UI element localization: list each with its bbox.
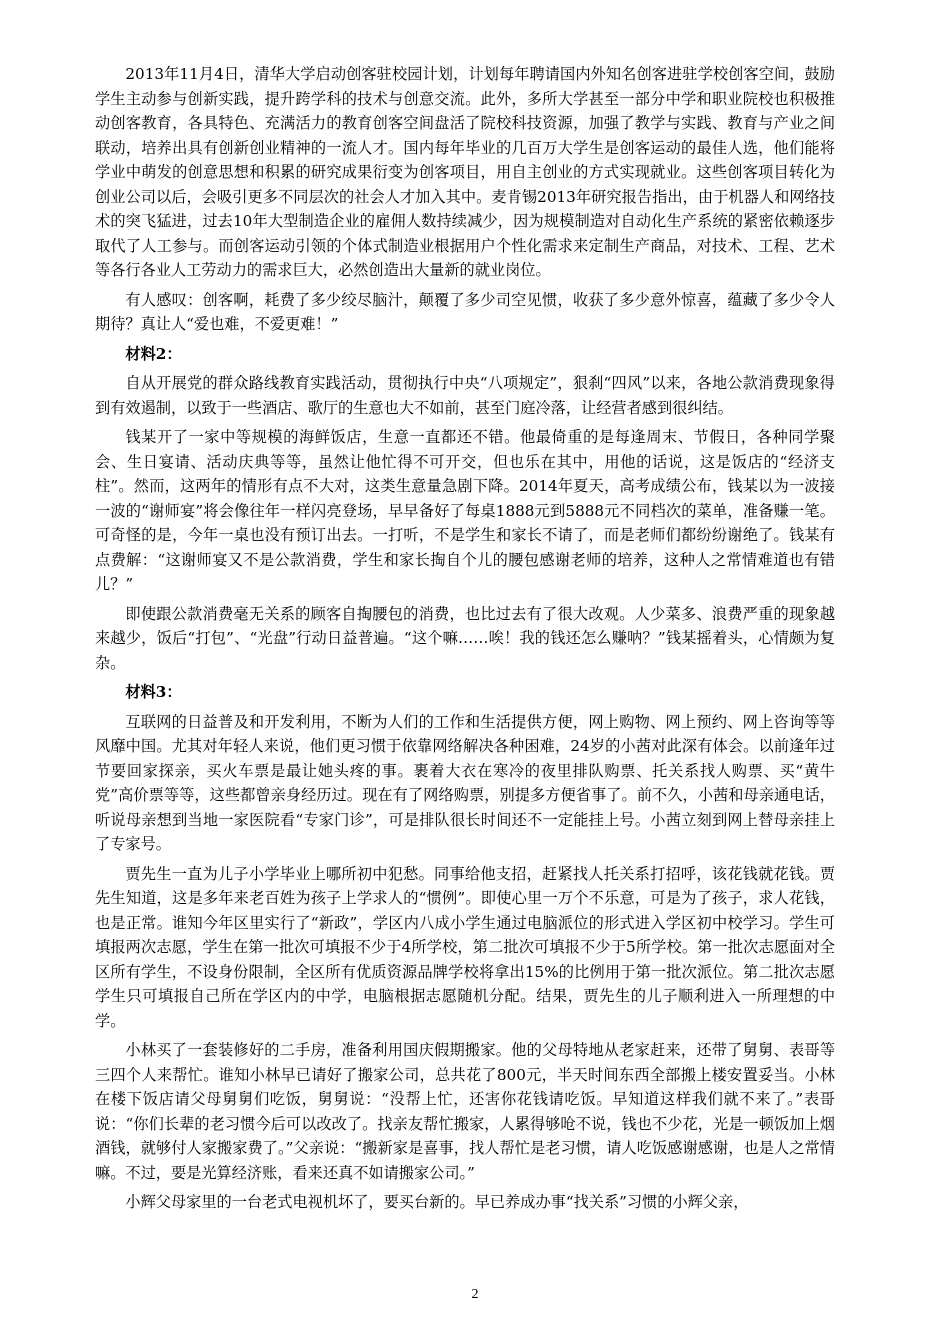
document-body [95,62,835,1220]
paragraph: 有人感叹：创客啊，耗费了多少绞尽脑汁，颠覆了多少司空见惯，收获了多少意外惊喜，蕴藏了多少令人期待？真让人“爱也难，不爱更难！” [95,290,835,333]
section-heading: 材料2： [125,344,182,363]
page-number: 2 [471,1287,479,1302]
paragraph: 小林买了一套装修好的二手房，准备利用国庆假期搬家。他的父母特地从老家赶来，还带了舅舅、表哥等三四个人来帮忙。谁知小林早已请好了搬家公司，总共花了800元，半天时间东西全部搬上楼安置妥当。小林在楼下饭店请父母舅舅们吃饭，舅舅说：“没帮上忙，还害你花钱请吃饭。早知道这样我们就不来了。”表哥说：“你们长辈的老习惯今后可以改改了。找亲友帮忙搬家，人累得够呛不说，钱也不少花，光是一顿饭加上烟酒钱，就够付人家搬家费了。”父亲说：“搬新家是喜事，找人帮忙是老习惯，请人吃饭感谢感谢，也是人之常情嘛。不过，要是光算经济账，看来还真不如请搬家公司。” [95,1041,835,1182]
section-heading: 材料3： [125,683,182,701]
paragraph: 贾先生一直为儿子小学毕业上哪所初中犯愁。同事给他支招，赶紧找人托关系打招呼，该花钱就花钱。贾先生知道，这是多年来老百姓为孩子上学求人的“惯例”。即使心里一万个不乐意，可是为了孩子，求人花钱，也是正常。谁知今年区里实行了“新政”，学区内八成小学生通过电脑派位的形式进入学区初中校学习。学生可填报两次志愿，学生在第一批次可填报不少于4所学校，第二批次可填报不少于5所学校。第一批次志愿面对全区所有学生，不设身份限制，全区所有优质资源品牌学校将拿出15%的比例用于第一批次派位。第二批次志愿学生只可填报自己所在学区内的中学，电脑根据志愿随机分配。结果，贾先生的儿子顺利进入一所理想的中学。 [95,864,835,1030]
paragraph: 2013年11月4日，清华大学启动创客驻校园计划，计划每年聘请国内外知名创客进驻学校创客空间，鼓励学生主动参与创新实践，提升跨学科的技术与创意交流。此外，多所大学甚至一部分中学和职业院校也积极推动创客教育，各具特色、充满活力的教育创客空间盘活了院校科技资源，加强了教学与实践、教育与产业之间联动，培养出具有创新创业精神的一流人才。国内每年毕业的几百万大学生是创客运动的最佳人选，他们能将学业中萌发的创意思想和积累的研究成果衍变为创客项目，用自主创业的方式实现就业。这些创客项目转化为创业公司以后，会吸引更多不同层次的社会人才加入其中。麦肯锡2013年研究报告指出，由于机器人和网络技术的突飞猛进，过去10年大型制造企业的雇佣人数持续减少，因为规模制造对自动化生产系统的紧密依赖逐步取代了人工参与。而创客运动引领的个体式制造业根据用户个性化需求来定制生产商品，对技术、工程、艺术等各行各业人工劳动力的需求巨大，必然创造出大量新的就业岗位。 [95,65,835,279]
paragraph: 即使跟公款消费毫无关系的顾客自掏腰包的消费，也比过去有了很大改观。人少菜多、浪费严重的现象越来越少，饭后“打包”、“光盘”行动日益普遍。“这个嘛……唉！我的钱还怎么赚呐？”钱某摇着头，心情颇为复杂。 [95,604,835,672]
paragraph: 钱某开了一家中等规模的海鲜饭店，生意一直都还不错。他最倚重的是每逢周末、节假日，各种同学聚会、生日宴请、活动庆典等等，虽然让他忙得不可开交，但也乐在其中，用他的话说，这是饭店的“经济支柱”。然而，这两年的情形有点不大对，这类生意量急剧下降。2014年夏天，高考成绩公布，钱某以为一波接一波的“谢师宴”将会像往年一样闪亮登场，早早备好了每桌1888元到5888元不同档次的菜单，准备赚一笔。可奇怪的是，今年一桌也没有预订出去。一打听，不是学生和家长不请了，而是老师们都纷纷谢绝了。钱某有点费解：“这谢师宴又不是公款消费，学生和家长掏自个儿的腰包感谢老师的培养，这种人之常情难道也有错儿？” [95,428,835,593]
paragraph: 互联网的日益普及和开发利用，不断为人们的工作和生活提供方便，网上购物、网上预约、网上咨询等等风靡中国。尤其对年轻人来说，他们更习惯于依靠网络解决各种困难，24岁的小茜对此深有体会。以前逢年过节要回家探亲，买火车票是最让她头疼的事。裹着大衣在寒冷的夜里排队购票、托关系找人购票、买“黄牛党”高价票等等，这些都曾亲身经历过。现在有了网络购票，别提多方便省事了。前不久，小茜和母亲通电话，听说母亲想到当地一家医院看“专家门诊”，可是排队很长时间还不一定能挂上号。小茜立刻到网上替母亲挂上了专家号。 [95,712,835,853]
paragraph: 自从开展党的群众路线教育实践活动，贯彻执行中央“八项规定”，狠刹“四风”以来，各地公款消费现象得到有效遏制，以致于一些酒店、歌厅的生意也大不如前，甚至门庭冷落，让经营者感到很纠结。 [95,374,835,417]
paragraph: 小辉父母家里的一台老式电视机坏了，要买台新的。早已养成办事“找关系”习惯的小辉父亲， [125,1193,749,1211]
